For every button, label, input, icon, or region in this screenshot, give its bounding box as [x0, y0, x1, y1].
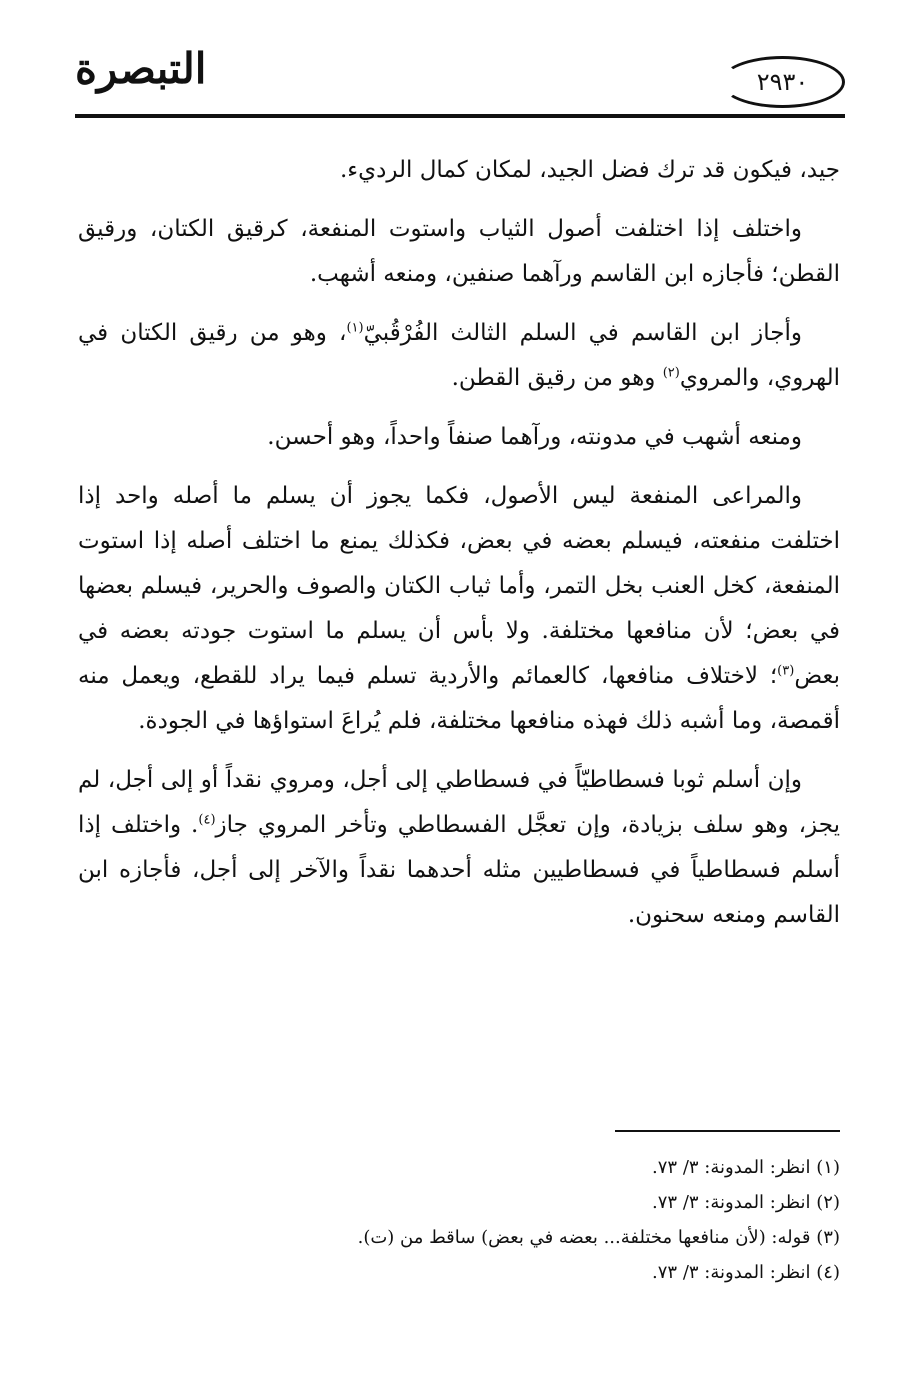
- paragraph-3-text-c: وهو من رقيق القطن.: [451, 365, 663, 391]
- paragraph-5-text-b: ؛ لاختلاف منافعها، كالعمائم والأردية تسلم فيما يراد للقطع، ويعمل منه أقمصة، وما أشبه ذلك فهذه منافعها مختلفة، فلم يُراعَ استواؤها في الجودة.: [78, 663, 840, 734]
- paragraph-2: [78, 207, 840, 297]
- page-number-oval: [720, 56, 845, 108]
- paragraph-6: [78, 758, 840, 938]
- paragraph-6-text-a: وإن أسلم ثوبا فسطاطيّاً في فسطاطي إلى أجل، ومروي نقداً أو إلى أجل، لم يجز، وهو سلف بزيادة، وإن تعجَّل الفسطاطي وتأخر المروي جاز: [78, 767, 840, 838]
- footnote-1: (١) انظر: المدونة: ٣/ ٧٣.: [652, 1157, 840, 1178]
- page-header: [75, 38, 845, 118]
- paragraph-6-text-b: . واختلف إذا أسلم فسطاطياً في فسطاطيين مثله أحدهما نقداً والآخر إلى أجل، فأجازه ابن القاسم ومنعه سحنون.: [78, 812, 840, 928]
- book-title: التبصرة: [75, 44, 207, 93]
- footnote-ref-2[interactable]: (٢): [662, 365, 680, 381]
- footnote-ref-3[interactable]: (٣): [777, 663, 795, 679]
- paragraph-1-text: جيد، فيكون قد ترك فضل الجيد، لمكان كمال الرديء.: [339, 157, 840, 183]
- paragraph-3-text-a: وأجاز ابن القاسم في السلم الثالث الفُرْقُبيّ: [363, 320, 802, 346]
- footnotes: [78, 1150, 840, 1290]
- footnote-4: (٤) انظر: المدونة: ٣/ ٧٣.: [652, 1262, 840, 1283]
- paragraph-1: [78, 148, 840, 193]
- paragraph-3: [78, 311, 840, 401]
- paragraph-3-text-b: ، وهو من رقيق الكتان في الهروي، والمروي: [78, 320, 840, 391]
- body-text: [78, 148, 840, 952]
- footnote-ref-4[interactable]: (٤): [198, 812, 216, 828]
- paragraph-4: [78, 415, 840, 460]
- header-rule: [75, 114, 845, 118]
- page-number: ٢٩٣٠: [756, 68, 809, 96]
- paragraph-2-text: واختلف إذا اختلفت أصول الثياب واستوت المنفعة، كرقيق الكتان، ورقيق القطن؛ فأجازه ابن القاسم ورآهما صنفين، ومنعه أشهب.: [78, 216, 840, 287]
- paragraph-5-text-a: والمراعى المنفعة ليس الأصول، فكما يجوز أن يسلم ما أصله واحد إذا اختلفت منفعته، فيسلم بعضه في بعض، فكذلك يمنع ما اختلف أصله إذا استوت المنفعة، كخل العنب بخل التمر، وأما ثياب الكتان والصوف والحرير، فيسلم بعضها في بعض؛ لأن منافعها مختلفة. ولا بأس أن يسلم ما استوت جودته بعضه في بعض: [78, 483, 840, 689]
- paragraph-5: [78, 474, 840, 744]
- paragraph-4-text: ومنعه أشهب في مدونته، ورآهما صنفاً واحداً، وهو أحسن.: [267, 424, 802, 450]
- footnote-3: (٣) قوله: (لأن منافعها مختلفة... بعضه في بعض) ساقط من (ت).: [357, 1227, 840, 1248]
- footnote-2: (٢) انظر: المدونة: ٣/ ٧٣.: [652, 1192, 840, 1213]
- footnote-rule: [615, 1130, 840, 1132]
- footnote-ref-1[interactable]: (١): [346, 320, 364, 336]
